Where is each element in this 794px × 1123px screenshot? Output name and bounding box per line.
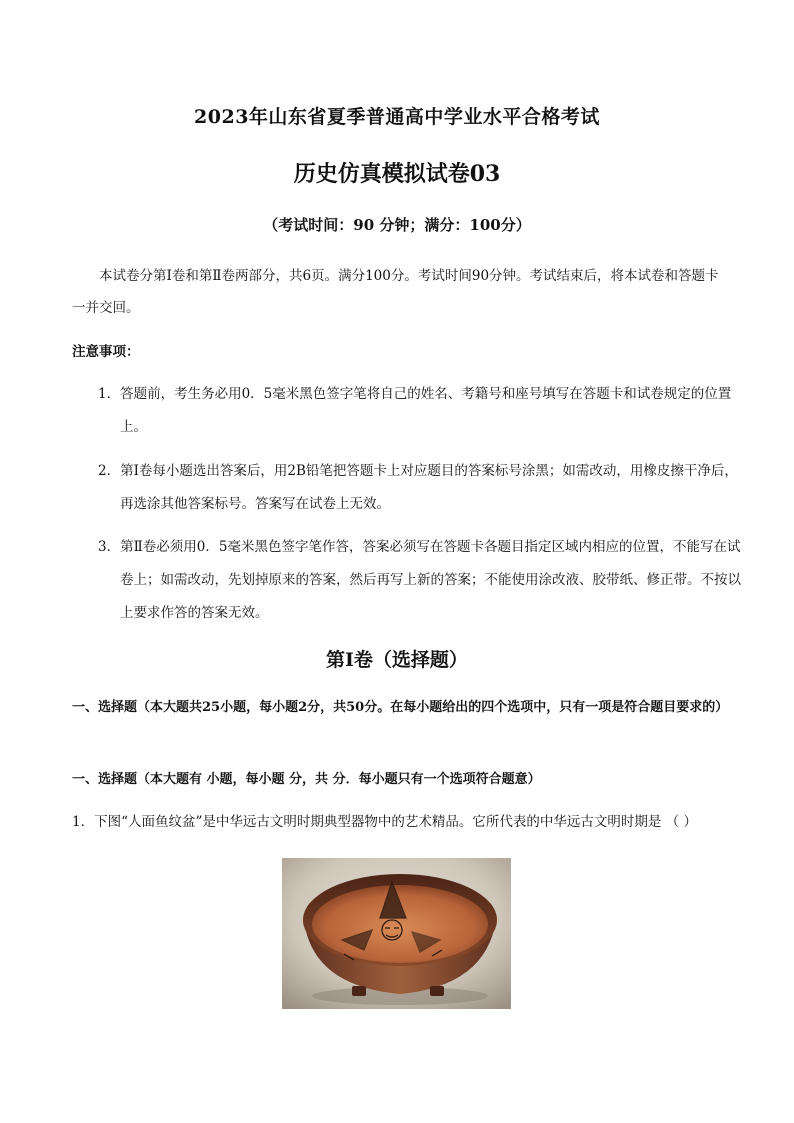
notice-item-3: 3．第Ⅱ卷必须用0．5毫米黑色签字笔作答，答案必须写在答题卡各题目指定区域内相应的位置，不能写在试卷上；如需改动，先划掉原来的答案，然后再写上新的答案；不能使用涂改液、胶带纸、修正带。不按以上要求作答的答案无效。: [98, 539, 741, 621]
notice-item-2: 2．第Ⅰ卷每小题选出答案后，用2B铅笔把答题卡上对应题目的答案标号涂黑；如需改动，用橡皮擦干净后，再选涂其他答案标号。答案写在试卷上无效。: [98, 463, 738, 512]
face-fish-basin-photo: [282, 858, 511, 1009]
exam-title: 2023年山东省夏季普通高中学业水平合格考试: [194, 106, 600, 128]
section-title: 第Ⅰ卷（选择题）: [326, 649, 468, 671]
choice-section-heading: 一、选择题（本大题共25小题，每小题2分，共50分。在每小题给出的四个选项中，只有一项是符合题目要求的）: [72, 700, 729, 715]
exam-subtitle: 历史仿真模拟试卷03: [293, 161, 501, 187]
intro-paragraph: 本试卷分第Ⅰ卷和第Ⅱ卷两部分，共6页。满分100分。考试时间90分钟。考试结束后，将本试卷和答题卡一并交回。: [72, 268, 719, 316]
exam-info: （考试时间：90 分钟；满分：100分）: [263, 216, 531, 234]
choice-section-heading-alt: 一、选择题（本大题有 小题，每小题 分，共 分．每小题只有一个选项符合题意）: [72, 772, 541, 787]
notice-heading: 注意事项：: [72, 344, 140, 360]
pottery-basin-image: [282, 858, 511, 1009]
question-1: 1．下图“人面鱼纹盆”是中华远古文明时期典型器物中的艺术精品。它所代表的中华远古文明时期是 （ ）: [72, 814, 697, 830]
notice-item-1: 1．答题前，考生务必用0．5毫米黑色签字笔将自己的姓名、考籍号和座号填写在答题卡和试卷规定的位置上。: [98, 386, 732, 435]
